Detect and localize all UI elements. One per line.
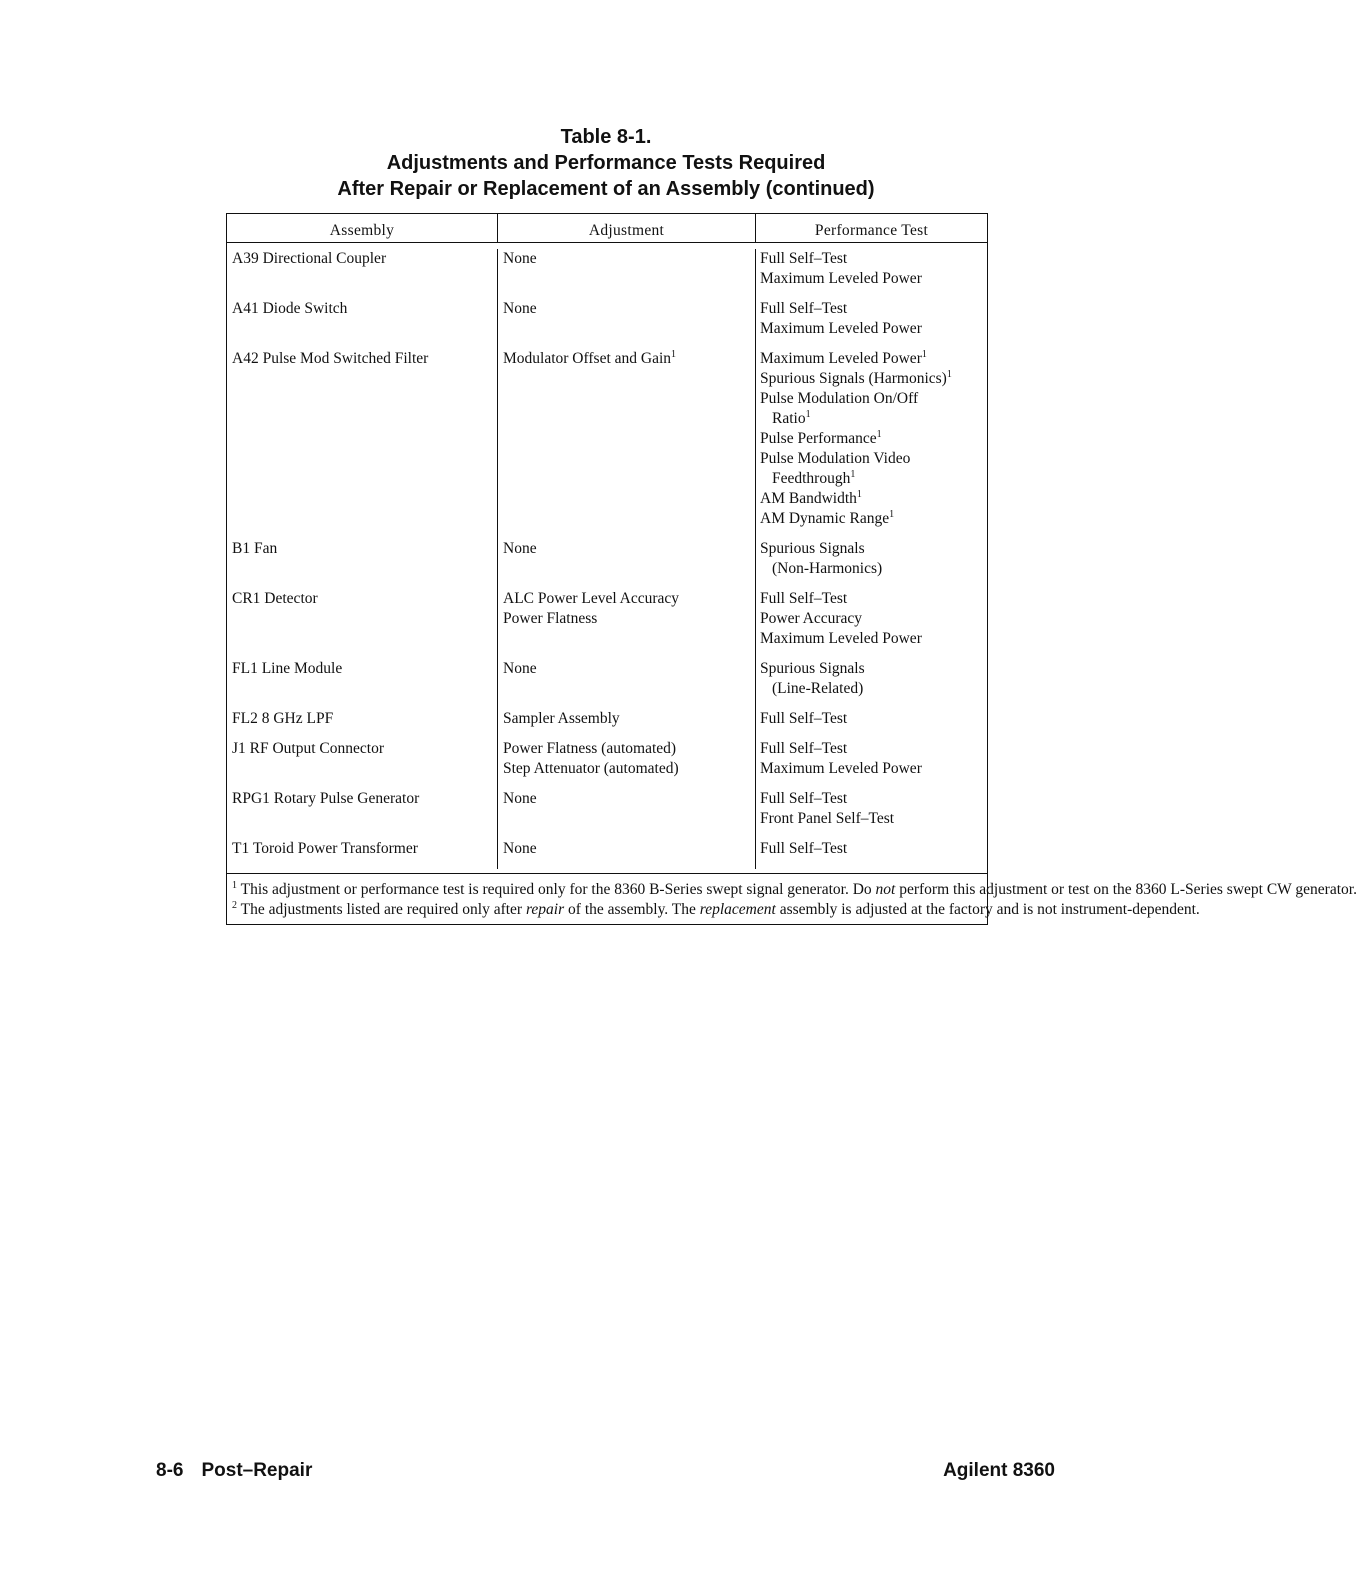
table-row [227,789,987,839]
performance-test-cell [756,839,987,869]
table-footnotes [227,873,1357,924]
adjustment-line-text: ALC Power Level Accuracy [503,590,680,607]
performance-test-line [760,679,987,699]
performance-test-line [760,559,987,579]
performance-test-line-text: Full Self–Test [760,790,848,807]
performance-test-line-text: Maximum Leveled Power [760,630,922,647]
performance-test-line-text: Full Self–Test [760,300,848,317]
performance-test-line-text: Power Accuracy [760,610,862,627]
table-number: Table 8-1. [560,126,652,148]
table-row [227,249,987,299]
performance-test-line-text: Full Self–Test [760,250,848,267]
performance-test-cell [756,789,987,839]
performance-test-line [760,629,987,649]
performance-test-line [760,809,987,829]
performance-test-cell [756,659,987,709]
adjustment-line-text: Power Flatness [503,610,598,627]
adjustment-line-text: Power Flatness (automated) [503,740,677,757]
table-title [0,124,1212,202]
assembly-cell: RPG1 Rotary Pulse Generator [227,789,498,839]
performance-test-line-text: Spurious Signals [760,660,865,677]
adjustment-line-text: None [503,840,537,857]
footnote-marker: 1 [850,469,856,480]
adjustment-line [503,609,755,629]
adjustment-line [503,349,755,369]
performance-test-line [760,659,987,679]
performance-test-line-text: Feedthrough [772,470,851,487]
performance-test-line-text: Spurious Signals (Harmonics) [760,370,947,387]
performance-test-cell [756,539,987,589]
header-assembly: Assembly [227,214,498,242]
performance-test-line [760,429,987,449]
footnote-2-marker: 2 [232,900,237,911]
performance-test-cell [756,589,987,659]
adjustment-line-text: None [503,790,537,807]
performance-test-line [760,449,987,469]
footnote-1-text-a: This adjustment or performance test is required only for the 8360 B-Series swept signal [240,881,784,898]
performance-test-line [760,789,987,809]
adjustment-line [503,539,755,559]
adjustment-line-text: None [503,300,537,317]
performance-test-line-text: Front Panel Self–Test [760,810,895,827]
performance-test-line [760,249,987,269]
footnote-1-text-b: generator. Do [787,881,876,898]
footnote-2 [232,900,1200,920]
performance-test-line-text: Full Self–Test [760,590,848,607]
footnote-marker: 1 [671,349,677,360]
header-adjustment: Adjustment [498,214,756,242]
performance-test-line [760,469,987,489]
page-number: 8-6 [156,1460,184,1481]
performance-test-line [760,389,987,409]
table-row [227,709,987,739]
performance-test-line-text: Full Self–Test [760,740,848,757]
adjustment-line [503,839,755,859]
performance-test-line-text: Full Self–Test [760,710,848,727]
adjustment-line [503,709,755,729]
adjustment-line [503,659,755,679]
footnote-2-text-d: is adjusted at the factory and is not instrument-dependent. [841,901,1200,918]
assembly-cell: T1 Toroid Power Transformer [227,839,498,869]
footnote-marker: 1 [805,409,811,420]
performance-test-line-text: Maximum Leveled Power [760,350,922,367]
footnote-2-text-b: of the assembly. The [564,901,700,918]
performance-test-cell [756,709,987,739]
adjustment-line [503,759,755,779]
performance-test-cell [756,739,987,789]
adjustment-line-text: Sampler Assembly [503,710,620,727]
assembly-cell: FL2 8 GHz LPF [227,709,498,739]
assembly-cell: A41 Diode Switch [227,299,498,349]
performance-test-line-text: Pulse Modulation On/Off [760,390,919,407]
table-body [227,243,987,873]
adjustment-cell [498,659,756,709]
adjustment-line [503,249,755,269]
performance-test-line [760,539,987,559]
adjustment-line [503,739,755,759]
performance-test-line-text: Maximum Leveled Power [760,320,922,337]
table-row [227,739,987,789]
performance-test-cell [756,349,987,539]
table-caption-line-2: After Repair or Replacement of an Assembly (continued) [337,178,875,200]
performance-test-line [760,369,987,389]
performance-test-line-text: Spurious Signals [760,540,865,557]
table-header-row [227,214,987,243]
footnote-1-emphasis: not [875,881,896,898]
table-row [227,349,987,539]
performance-test-cell [756,249,987,299]
performance-test-line [760,609,987,629]
footnote-marker: 1 [856,489,862,500]
adjustment-line [503,789,755,809]
performance-test-line [760,269,987,289]
adjustment-cell [498,789,756,839]
table-caption-line-1: Adjustments and Performance Tests Required [386,152,826,174]
table-row [227,299,987,349]
footnote-2-text-c: assembly [775,901,838,918]
footnote-1-marker: 1 [232,880,237,891]
assembly-cell: J1 RF Output Connector [227,739,498,789]
adjustment-cell [498,739,756,789]
performance-test-line-text: Pulse Modulation Video [760,450,911,467]
assembly-cell: A42 Pulse Mod Switched Filter [227,349,498,539]
footer-left [156,1459,312,1483]
assembly-cell: CR1 Detector [227,589,498,659]
performance-test-line-text: Maximum Leveled Power [760,760,922,777]
section-name: Post–Repair [201,1460,313,1481]
adjustment-cell [498,299,756,349]
assembly-cell: A39 Directional Coupler [227,249,498,299]
performance-test-line-text: Ratio [772,410,806,427]
footnote-marker: 1 [876,429,882,440]
footnote-2-emphasis-replacement: replacement [699,901,776,918]
table-row [227,539,987,589]
footnote-marker: 1 [946,369,952,380]
table-row [227,589,987,659]
adjustment-line-text: Step Attenuator (automated) [503,760,679,777]
table-row [227,839,987,869]
performance-test-line-text: (Line-Related) [772,680,864,697]
adjustment-cell [498,589,756,659]
performance-test-line [760,509,987,529]
adjustment-cell [498,539,756,589]
performance-test-line [760,319,987,339]
performance-test-line [760,409,987,429]
table-row [227,659,987,709]
performance-test-line [760,489,987,509]
performance-test-line-text: AM Dynamic Range [760,510,890,527]
performance-test-line-text: (Non-Harmonics) [772,560,883,577]
footer-product: Agilent 8360 [943,1460,1055,1481]
performance-test-line [760,299,987,319]
performance-test-cell [756,299,987,349]
performance-test-line-text: Full Self–Test [760,840,848,857]
footnote-marker: 1 [889,509,895,520]
footnote-1 [232,880,1357,900]
performance-test-line [760,759,987,779]
performance-test-line-text: Maximum Leveled Power [760,270,922,287]
adjustment-cell [498,839,756,869]
adjustment-line [503,299,755,319]
adjustment-line-text: None [503,250,537,267]
header-performance-test: Performance Test [814,222,929,239]
adjustment-line-text: None [503,660,537,677]
footnote-marker: 1 [921,349,927,360]
performance-test-line-text: Pulse Performance [760,430,877,447]
adjustments-table [226,213,1357,925]
performance-test-line [760,739,987,759]
performance-test-line [760,349,987,369]
adjustment-cell [498,349,756,539]
footnote-2-emphasis-repair: repair [525,901,565,918]
performance-test-line-text: AM Bandwidth [760,490,857,507]
adjustment-cell [498,249,756,299]
footnote-1-text-c: perform this adjustment or test on the 8360 L-Series swept CW generator. [895,881,1357,898]
performance-test-line [760,709,987,729]
performance-test-line [760,589,987,609]
adjustment-line [503,589,755,609]
footnote-2-text-a: The adjustments listed are required only after [240,901,526,918]
assembly-cell: FL1 Line Module [227,659,498,709]
adjustment-line-text: Modulator Offset and Gain [503,350,672,367]
assembly-cell: B1 Fan [227,539,498,589]
adjustment-line-text: None [503,540,537,557]
performance-test-line [760,839,987,859]
adjustment-cell [498,709,756,739]
